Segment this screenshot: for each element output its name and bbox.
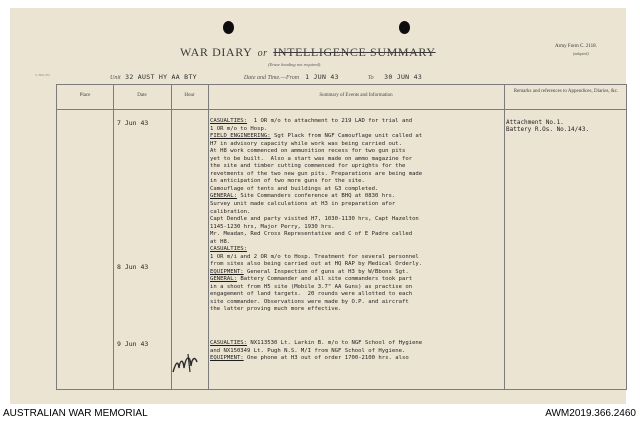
form-reference: Army Form C. 2118.: [555, 44, 597, 49]
col-place: Place: [79, 93, 91, 98]
punch-hole-left: [223, 21, 234, 34]
entry-date: 9 Jun 43: [117, 340, 149, 348]
punch-hole-right: [399, 21, 410, 34]
entry-line: site commander. Observations were made by O.P. and aircraft: [210, 298, 409, 305]
date-to-value: 30 JUN 43: [384, 73, 423, 81]
title-subtitle: (Erase heading not required).: [268, 62, 322, 67]
entry-line: Mr. Meadan, Red Cross Representative and C of E Padre called: [210, 231, 413, 238]
entry-text: [210, 246, 560, 314]
diary-table: [56, 84, 627, 390]
entry-line: GENERAL: Battery Commander and all site commanders took part: [210, 276, 413, 283]
title-struck: INTELLIGENCE SUMMARY: [273, 45, 436, 59]
form-reference-note: (adapted).: [573, 51, 590, 56]
entry-line: Capt Dendle and party visited H7, 1030-1130 hrs, Capt Hazelton: [210, 216, 419, 223]
entry-line: from sites also being carried out at HQ RAP by Medical Orderly.: [210, 261, 423, 268]
remark-line: Battery R.Os. No.14/43.: [506, 126, 590, 134]
entry-line: engagement of land targets. 20 rounds were allotted to each: [210, 291, 413, 298]
entry-line: EQUIPMENT: General Inspection of guns at H3 by W/Bbons Sgt.: [210, 268, 409, 275]
entry-line: CASUALTIES: NX113530 Lt. Larkin B. m/o to NGF School of Hygiene: [210, 340, 423, 346]
entry-line: 1 OR m/i and 2 OR m/o to Hosp. Treatment for several personnel: [210, 253, 419, 260]
entry-line: in anticipation of two more guns for the site.: [210, 178, 365, 185]
unit-date-line: [110, 73, 422, 81]
entry-line: Survey unit made calculations at H3 in preparation afor: [210, 201, 396, 208]
col-remarks: Remarks and references to Appendices, Diaries, &c.: [513, 89, 619, 94]
remark-line: Attachment No.1.: [506, 119, 564, 126]
entry-line: CASUALTIES:: [210, 246, 248, 252]
entry-line: 1145-1230 hrs, Major Perry, 1930 hrs.: [210, 223, 335, 230]
footer-institution: AUSTRALIAN WAR MEMORIAL: [3, 408, 148, 419]
date-from-value: 1 JUN 43: [305, 73, 339, 81]
entry-text: [210, 118, 560, 246]
entry-line: CASUALTIES: 1 OR m/o to attachment to 219 LAD for trial and: [210, 118, 413, 124]
entry-line: in a shoot from H5 site (Mobile 3.7" AA Guns) as practise on: [210, 283, 413, 290]
unit-value: 32 AUST HY AA BTY: [125, 73, 197, 81]
handwritten-initials: [170, 350, 200, 378]
title-main: WAR DIARY: [180, 45, 252, 59]
entry-line: revetments of the two new gun pits. Preparations are being made: [210, 170, 423, 177]
entry-line: GENERAL: Site Commanders conference at BHQ at 0830 hrs.: [210, 193, 396, 200]
entry-line: H7 in advisory capacity while work was being carried out.: [210, 140, 402, 147]
date-label: Date and Time.—From: [243, 75, 300, 81]
col-hour: Hour: [184, 93, 195, 98]
corner-code: S. 7001-374: [35, 73, 50, 77]
entry-line: EQUIPMENT: One phone at H3 out of order 1700-2100 hrs. also: [210, 355, 409, 362]
entry-line: At H8 work commenced on ammunition recess for two gun pits: [210, 148, 406, 155]
entry-date: 8 Jun 43: [117, 263, 149, 271]
entry-date: 7 Jun 43: [117, 119, 149, 127]
entry-line: calibration.: [210, 208, 251, 215]
entry-line: 1 OR m/o to Hosp.: [210, 125, 268, 132]
remarks-text: [506, 119, 589, 134]
entry-line: yet to be built. Also a start was made on ammo magazine for: [210, 155, 413, 162]
entry-line: the latter proving much more effective.: [210, 306, 342, 313]
entry-line: the site and timber cutting commenced for uprights for the: [210, 163, 406, 170]
entry-text: [210, 340, 560, 363]
page-title: [180, 45, 436, 60]
unit-label: Unit: [110, 75, 121, 81]
to-label: To: [367, 75, 374, 81]
entry-line: and NX150349 Lt. Pugh N.S. M/I from NGF School of Hygiene.: [210, 347, 406, 354]
title-or: or: [257, 48, 268, 59]
col-summary: Summary of Events and Information: [319, 93, 393, 98]
footer-accession: AWM2019.366.2460: [545, 408, 636, 419]
entry-line: FIELD ENGINEERING: Sgt Plack from NGF Camouflage unit called at: [210, 133, 423, 140]
col-date: Date: [137, 93, 147, 98]
entry-line: at H8.: [210, 238, 231, 245]
entry-line: Camouflage of tents and buildings at G3 completed.: [210, 185, 379, 192]
